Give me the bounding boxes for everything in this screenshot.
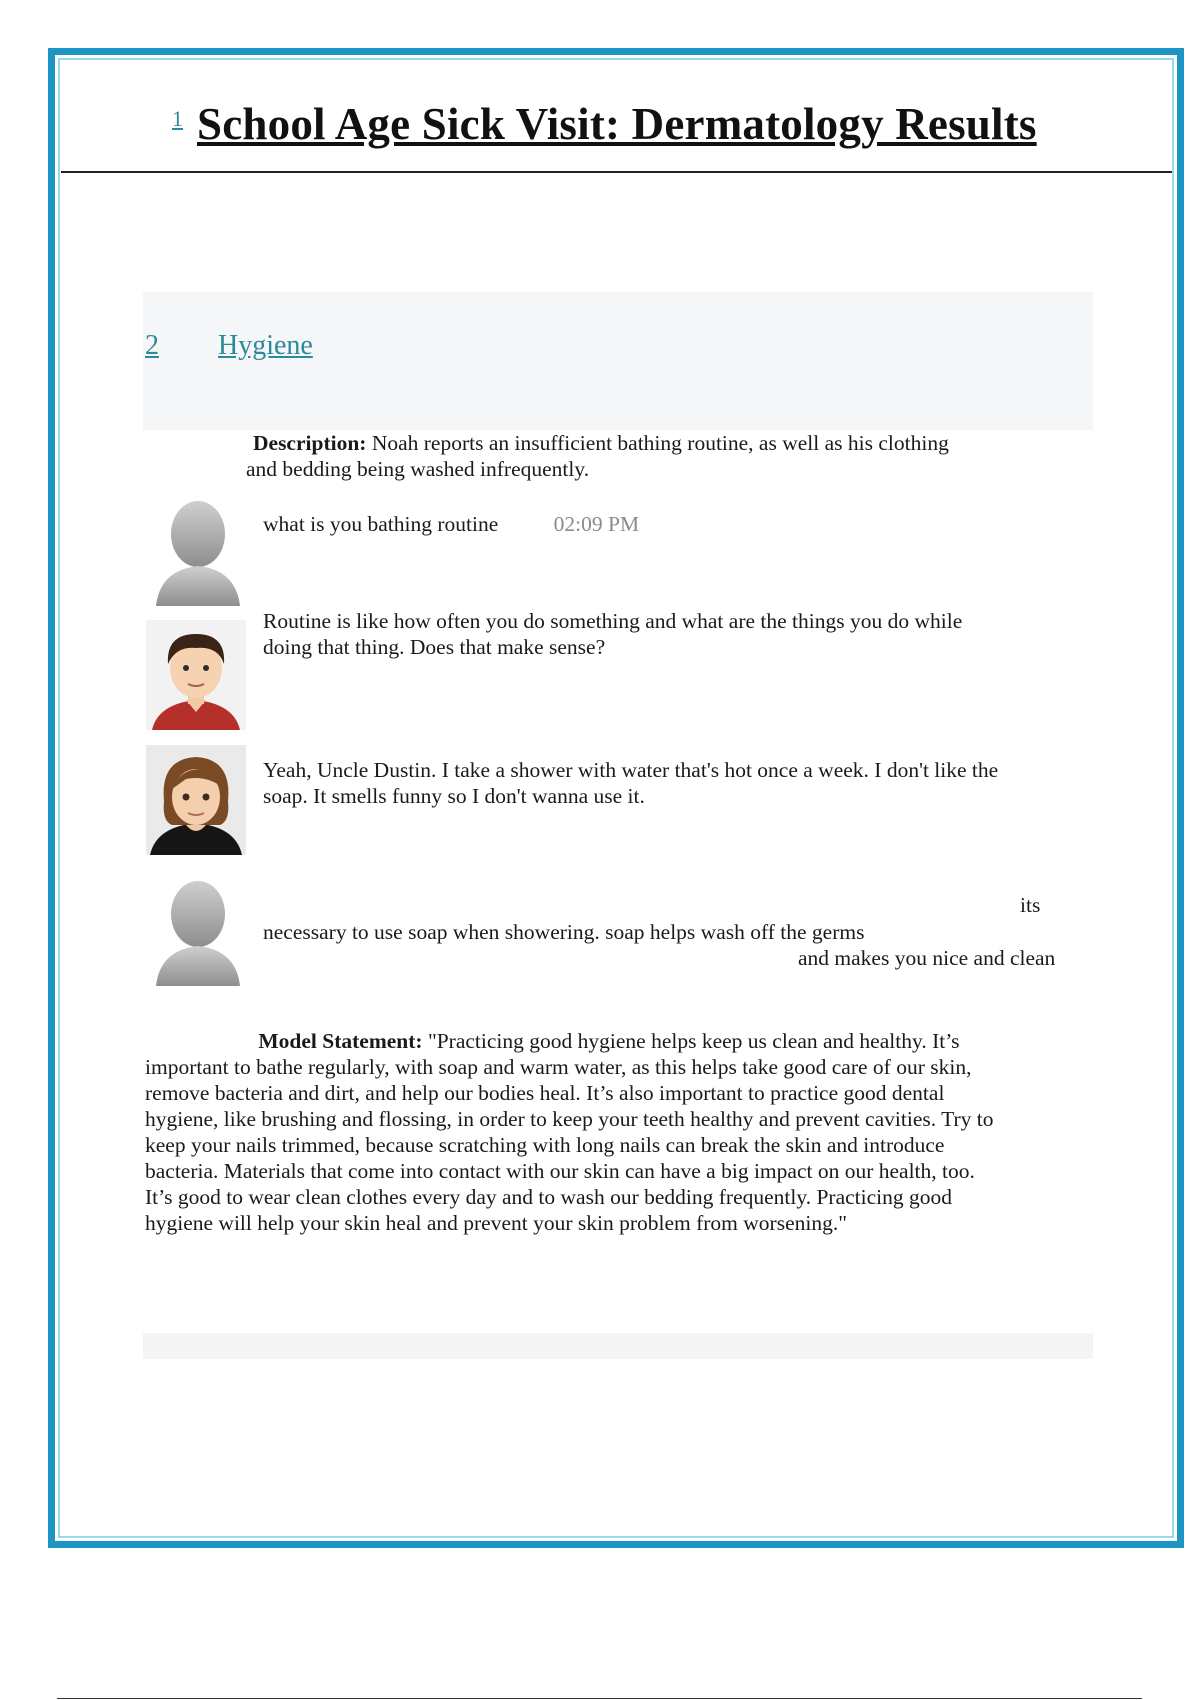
message-4-text-b: necessary to use soap when showering. soap helps wash off the germs xyxy=(263,920,865,944)
message-3-text: Yeah, Uncle Dustin. I take a shower with water that's hot once a week. I don't like the soap. It smells funny so I don't wanna use it. xyxy=(263,758,999,808)
message-1-text: what is you bathing routine xyxy=(263,512,499,536)
uncle-dustin-avatar xyxy=(146,620,246,730)
message-4-part-c xyxy=(798,945,1055,971)
title-divider xyxy=(61,171,1172,173)
section-footer-band xyxy=(143,1333,1093,1359)
message-4-part-b xyxy=(263,919,983,945)
title-number[interactable]: 1 xyxy=(172,106,183,131)
footer-divider xyxy=(57,1698,1142,1699)
message-2 xyxy=(263,608,1003,660)
section-number-link[interactable]: 2 xyxy=(145,330,159,361)
model-statement-text: "Practicing good hygiene helps keep us clean and healthy. It’s important to bathe regularly, with soap and warm water, as this helps take good care of our skin, remove bacteria and dirt, and help our bodies heal. It’s also important to practice good dental hygiene, like brushing and flossing, in order to keep your teeth healthy and prevent cavities. Try to keep your nails trimmed, because scratching with long nails can break the skin and introduce bacteria. Materials that come into contact with our skin can have a big impact on our health, too. It’s good to wear clean clothes every day and to wash our bedding frequently. Practicing good hygiene will help your skin heal and prevent your skin problem from worsening." xyxy=(145,1029,994,1235)
section-title-link[interactable]: Hygiene xyxy=(218,330,313,361)
description-label: Description: xyxy=(253,431,367,455)
title-row xyxy=(172,98,1037,150)
model-statement xyxy=(145,1028,1005,1236)
message-1-timestamp: 02:09 PM xyxy=(553,512,640,536)
message-4-part-a xyxy=(1020,892,1040,918)
noah-avatar xyxy=(146,745,246,855)
message-4-text-c: and makes you nice and clean xyxy=(798,946,1056,970)
person-silhouette-icon xyxy=(148,496,248,606)
message-3 xyxy=(263,757,1003,809)
message-2-text: Routine is like how often you do something and what are the things you do while doing that thing. Does that make sense? xyxy=(263,609,963,659)
person-silhouette-icon xyxy=(148,876,248,986)
message-1 xyxy=(263,511,963,537)
message-4-text-a: its xyxy=(1020,893,1041,917)
description xyxy=(246,430,966,482)
model-statement-label: Model Statement: xyxy=(258,1029,423,1053)
description-text: Noah reports an insufficient bathing routine, as well as his clothing and bedding being washed infrequently. xyxy=(246,431,949,481)
page-title: School Age Sick Visit: Dermatology Results xyxy=(197,99,1037,149)
